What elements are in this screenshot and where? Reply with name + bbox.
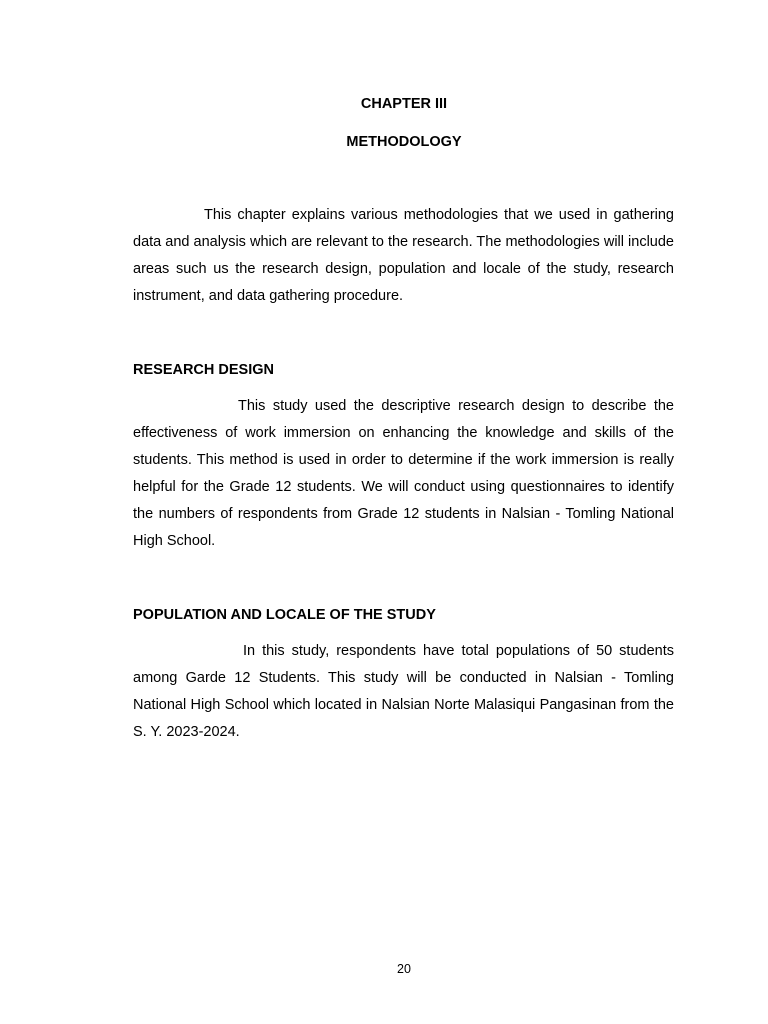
research-design-paragraph: This study used the descriptive research design to describe the effectiveness of work immersion on enhancing the knowledge and skills of the students. This method is used in order to determine if the work immersion is really helpful for the Grade 12 students. We will conduct using questionnaires to identify the numbers of respondents from Grade 12 students in Nalsian - Tomling National High School. <box>133 398 674 549</box>
chapter-label: CHAPTER III <box>360 96 448 112</box>
page-title: METHODOLOGY <box>346 134 462 150</box>
population-locale-heading: POPULATION AND LOCALE OF THE STUDY <box>133 607 436 623</box>
research-design-heading: RESEARCH DESIGN <box>133 362 274 378</box>
intro-paragraph: This chapter explains various methodologies that we used in gathering data and analysis which are relevant to the research. The methodologies will include areas such us the research design, population and locale of the study, research instrument, and data gathering procedure. <box>133 207 674 304</box>
population-locale-paragraph: In this study, respondents have total populations of 50 students among Garde 12 Students. This study will be conducted in Nalsian - Tomling National High School which located in Nalsian Norte Malasiqui Pangasinan from the S. Y. 2023-2024. <box>133 643 674 740</box>
page-number: 20 <box>397 962 411 976</box>
